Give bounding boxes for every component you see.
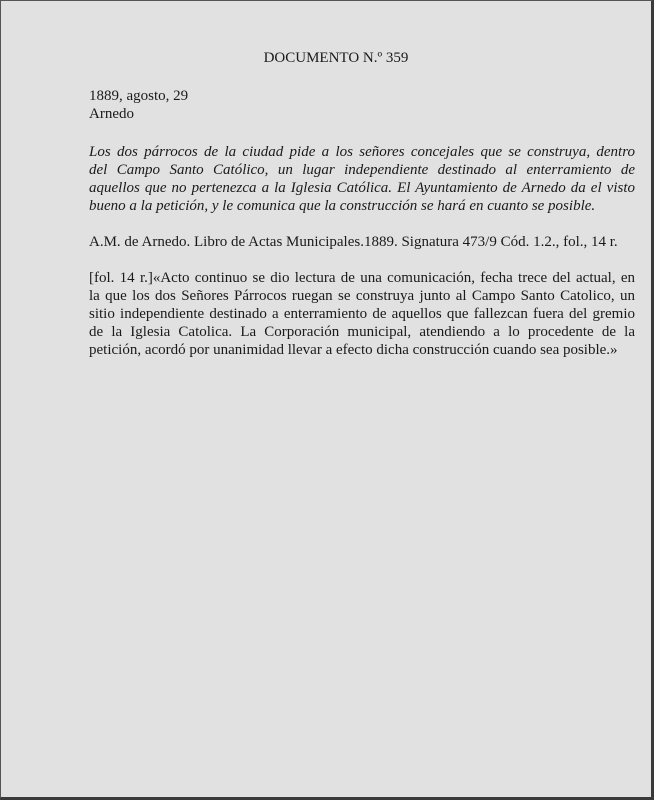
transcription-line: la que los dos Señores Párrocos ruegan se construya junto al Campo Santo Catolico, un	[89, 288, 635, 304]
document-summary	[89, 143, 635, 215]
document-title: DOCUMENTO N.º 359	[263, 50, 409, 66]
transcription-line: [fol. 14 r.]«Acto continuo se dio lectura de una comunicación, fecha trece del actual, en	[89, 270, 635, 286]
summary-line: bueno a la petición, y le comunica que la construcción se hará en cuanto se posible.	[89, 198, 596, 214]
transcription-line: petición, acordó por unanimidad llevar a efecto dicha construcción cuando sea posible.»	[89, 342, 618, 358]
document-place: Arnedo	[89, 106, 134, 122]
summary-line: Los dos párrocos de la ciudad pide a los señores concejales que se construya, dentro	[89, 144, 635, 160]
transcription-line: de la Iglesia Catolica. La Corporación municipal, atendiendo a lo procedente de la	[89, 324, 635, 340]
document-date: 1889, agosto, 29	[89, 88, 189, 104]
summary-line: aquellos que no pertenezca a la Iglesia Católica. El Ayuntamiento de Arnedo da el visto	[89, 180, 635, 196]
summary-line: del Campo Santo Católico, un lugar independiente destinado al enterramiento de	[89, 162, 635, 178]
document-body	[89, 87, 635, 359]
transcription-line: sitio independiente destinado a enterramiento de aquellos que fallezcan fuera del gremio	[89, 306, 635, 322]
document-source-citation: A.M. de Arnedo. Libro de Actas Municipales.1889. Signatura 473/9 Cód. 1.2., fol., 14 r.	[89, 234, 618, 250]
document-transcription	[89, 269, 635, 359]
